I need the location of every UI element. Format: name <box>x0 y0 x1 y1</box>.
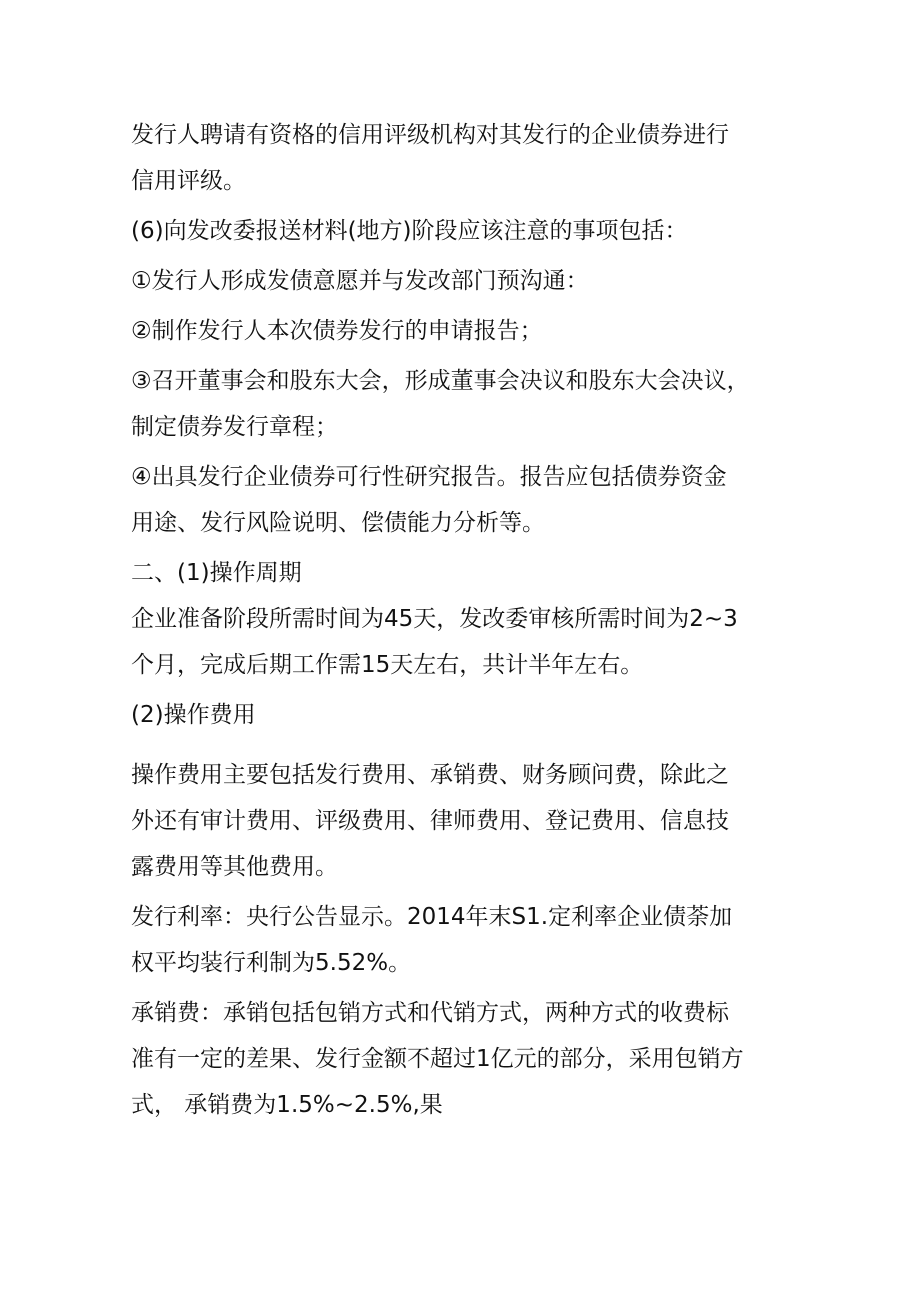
section-heading: 二、(1)操作周期 <box>131 560 302 586</box>
text-line: 承销费：承销包括包销方式和代销方式，两种方式的收费标 <box>131 1000 729 1026</box>
text-line: 发行利率：央行公告显示。2014年末S1.定利率企业债荼加 <box>131 904 733 930</box>
text-line: 企业准备阶段所需时间为45天，发改委审核所需时间为2~3 <box>131 606 738 632</box>
section-heading: (2)操作费用 <box>131 702 256 728</box>
text-line: (6)向发改委报送材料(地方)阶段应该注意的事项包括： <box>131 218 688 244</box>
text-line: 准有一定的差果、发行金额不超过1亿元的部分，采用包销方 <box>131 1046 744 1072</box>
text-line: 信用评级。 <box>131 168 246 194</box>
text-line: 操作费用主要包括发行费用、承销费、财务顾问费，除此之 <box>131 762 729 788</box>
text-line: ②制作发行人本次债券发行的申请报告； <box>131 318 543 344</box>
text-line: 权平均装行利制为5.52%。 <box>131 950 412 976</box>
text-line: 式， 承销费为1.5%~2.5%,果 <box>131 1092 443 1118</box>
text-line: 发行人聘请有资格的信用评级机构对其发行的企业债券进行 <box>131 122 729 148</box>
text-line: 露费用等其他费用。 <box>131 854 338 880</box>
text-line: 用途、发行风险说明、偿债能力分析等。 <box>131 510 545 536</box>
text-line: ③召开董事会和股东大会，形成董事会决议和股东大会决议， <box>131 368 750 394</box>
text-line: 个月，完成后期工作需15天左右，共计半年左右。 <box>131 652 644 678</box>
text-line: 制定债券发行章程； <box>131 414 338 440</box>
document-body <box>131 112 791 1128</box>
text-line: ④出具发行企业债券可行性研究报告。报告应包括债券资金 <box>131 464 727 490</box>
text-line: 外还有审计费用、评级费用、律师费用、登记费用、信息技 <box>131 808 729 834</box>
text-line: ①发行人形成发债意愿并与发改部门预沟通： <box>131 268 589 294</box>
